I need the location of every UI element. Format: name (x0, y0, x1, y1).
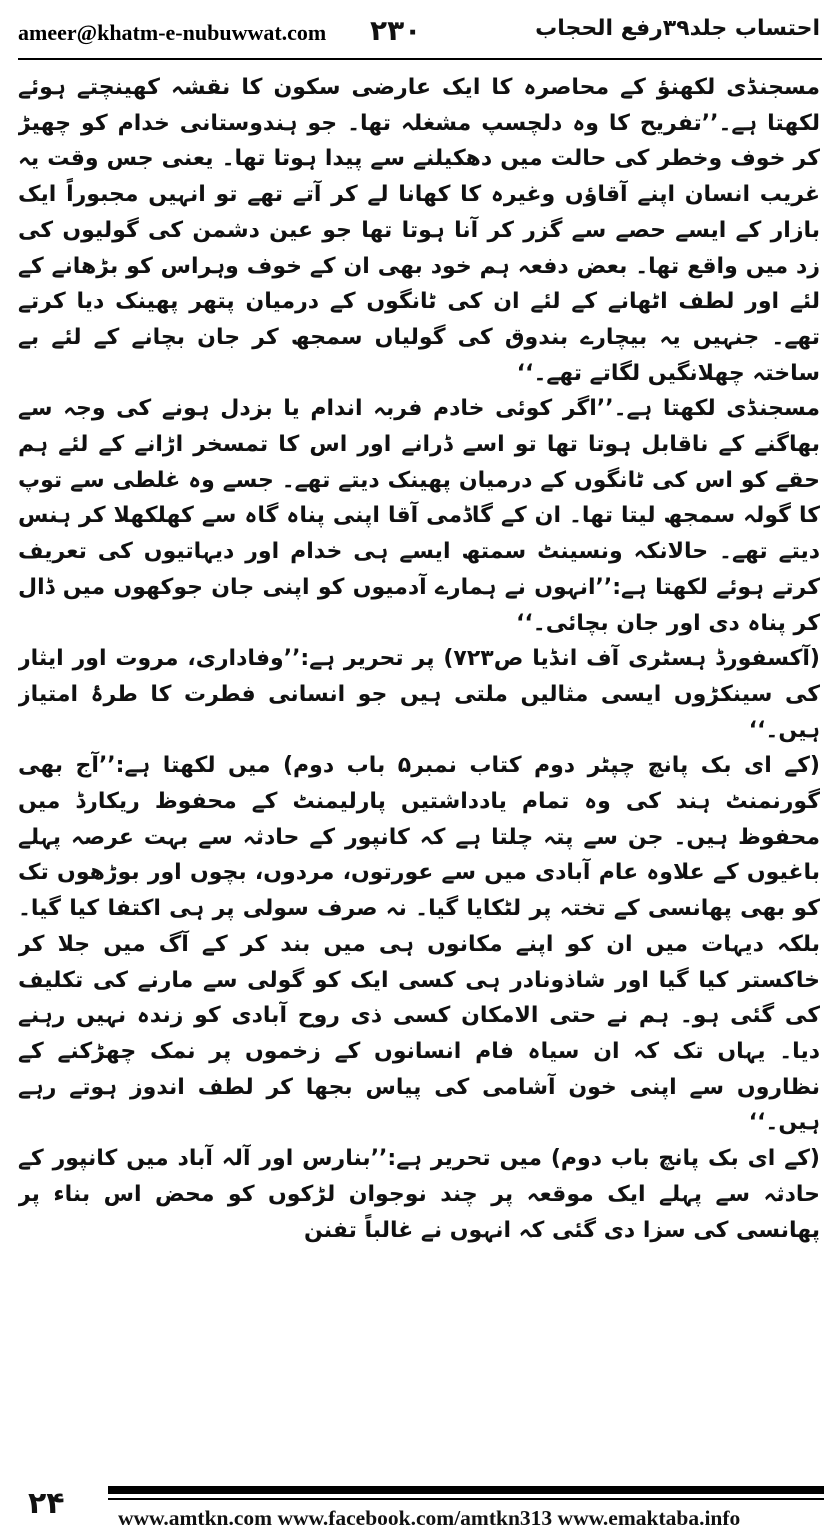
page-header (0, 0, 840, 60)
paragraph-5: (کے ای بک پانچ باب دوم) میں تحریر ہے:’’بنارس اور آلہ آباد میں کانپور کے حادثہ سے پہلے ایک موقعہ پر چند نوجوان لڑکوں کو محض اس بناء پر پھانسی کی سزا دی گئی کہ انہوں نے غالباً تفنن (18, 1146, 820, 1243)
page-footer (0, 1486, 840, 1540)
header-book-title: احتساب جلد۳۹رفع الحجاب (535, 16, 820, 41)
paragraph-3: (آکسفورڈ ہسٹری آف انڈیا ص۷۲۳) پر تحریر ہے:’’وفاداری، مروت اور ایثار کی سینکڑوں ایسی مثالیں ملتی ہیں جو انسانی فطرت کا طرۂ امتیاز ہیں۔‘‘ (18, 646, 820, 743)
body-text (18, 70, 820, 1470)
paragraph-2: مسجنڈی لکھتا ہے۔’’اگر کوئی خادم فربہ اندام یا بزدل ہونے کی وجہ سے بھاگنے کے ناقابل ہوتا تھا تو اسے ڈرانے اور اس کا تمسخر اڑانے کے لئے ہم حقے کو اس کی ٹانگوں کے درمیان پھینک دیتے تھے۔ جسے وہ غلطی سے توپ کا گولہ سمجھ لیتا تھا۔ ان کے گاڈمی آقا اپنی پناہ گاہ سے کھلکھلا کر ہنس دیتے تھے۔ حالانکہ ونسینٹ سمتھ ایسے ہی خدام اور دیہاتیوں کی تعریف کرتے ہوئے لکھتا ہے:’’انہوں نے ہمارے آدمیوں کو اپنی جان جوکھوں میں ڈال کر پناہ دی اور جان بچائی۔‘‘ (18, 396, 820, 636)
footer-urls: www.amtkn.com www.facebook.com/amtkn313 www.emaktaba.info (118, 1506, 741, 1530)
paragraph-4: (کے ای بک پانچ چپٹر دوم کتاب نمبر۵ باب دوم) میں لکھتا ہے:’’آج بھی گورنمنٹ ہند کی وہ تمام یادداشتیں پارلیمنٹ کے محفوظ ریکارڈ میں محفوظ ہیں۔ جن سے پتہ چلتا ہے کہ کانپور کے حادثہ سے بہت عرصہ پہلے باغیوں کے علاوہ عام آبادی میں سے عورتوں، مردوں، بچوں اور بوڑھوں تک کو بھی پھانسی کے تختہ پر لٹکایا گیا۔ نہ صرف سولی پر ہی اکتفا کیا گیا۔ بلکہ دیہات میں ان کو اپنے مکانوں ہی میں بند کر کے آگ میں جلا کر خاکستر کیا گیا اور شاذونادر ہی کسی ایک کو گولی سے مارنے کی تکلیف کی گئی ہو۔ ہم نے حتی الامکان کسی ذی روح آبادی کو زندہ نہیں رہنے دیا۔ یہاں تک کہ ان سیاہ فام انسانوں کے زخموں پر نمک چھڑکنے کے نظاروں سے اپنی خون آشامی کی پیاس بجھا کر لطف اندوز ہوتے رہے ہیں۔‘‘ (18, 753, 820, 1136)
footer-page-number: ۲۴ (28, 1486, 65, 1521)
header-rule (18, 58, 822, 60)
paragraph-1: مسجنڈی لکھنؤ کے محاصرہ کا ایک عارضی سکون کا نقشہ کھینچتے ہوئے لکھتا ہے۔’’تفریح کا وہ دلچسپ مشغلہ تھا۔ جو ہندوستانی خدام کو چھیڑ کر خوف وخطر کی حالت میں دھکیلنے سے پیدا ہوتا تھا۔ یعنی جس وقت یہ غریب انسان اپنے آقاؤں وغیرہ کا کھانا لے کر آتے تھے تو انہیں مجبوراً ایک بازار کے ایسے حصے سے گزر کر آنا ہوتا تھا جو عین دشمن کی گولیوں کی زد میں واقع تھا۔ بعض دفعہ ہم خود بھی ان کے خوف وہراس کو بڑھانے کے لئے اور لطف اٹھانے کے لئے ان کی ٹانگوں کے درمیان پتھر پھینک دیا کرتے تھے۔ جنہیں یہ بیچارے بندوق کی گولیاں سمجھ کر جان بچانے کے لئے بے ساختہ چھلانگیں لگاتے تھے۔‘‘ (18, 75, 820, 386)
header-email: ameer@khatm-e-nubuwwat.com (18, 20, 327, 45)
footer-rule-thin (108, 1498, 824, 1500)
header-page-number: ۲۳۰ (370, 14, 422, 47)
footer-rule-thick (108, 1486, 824, 1494)
